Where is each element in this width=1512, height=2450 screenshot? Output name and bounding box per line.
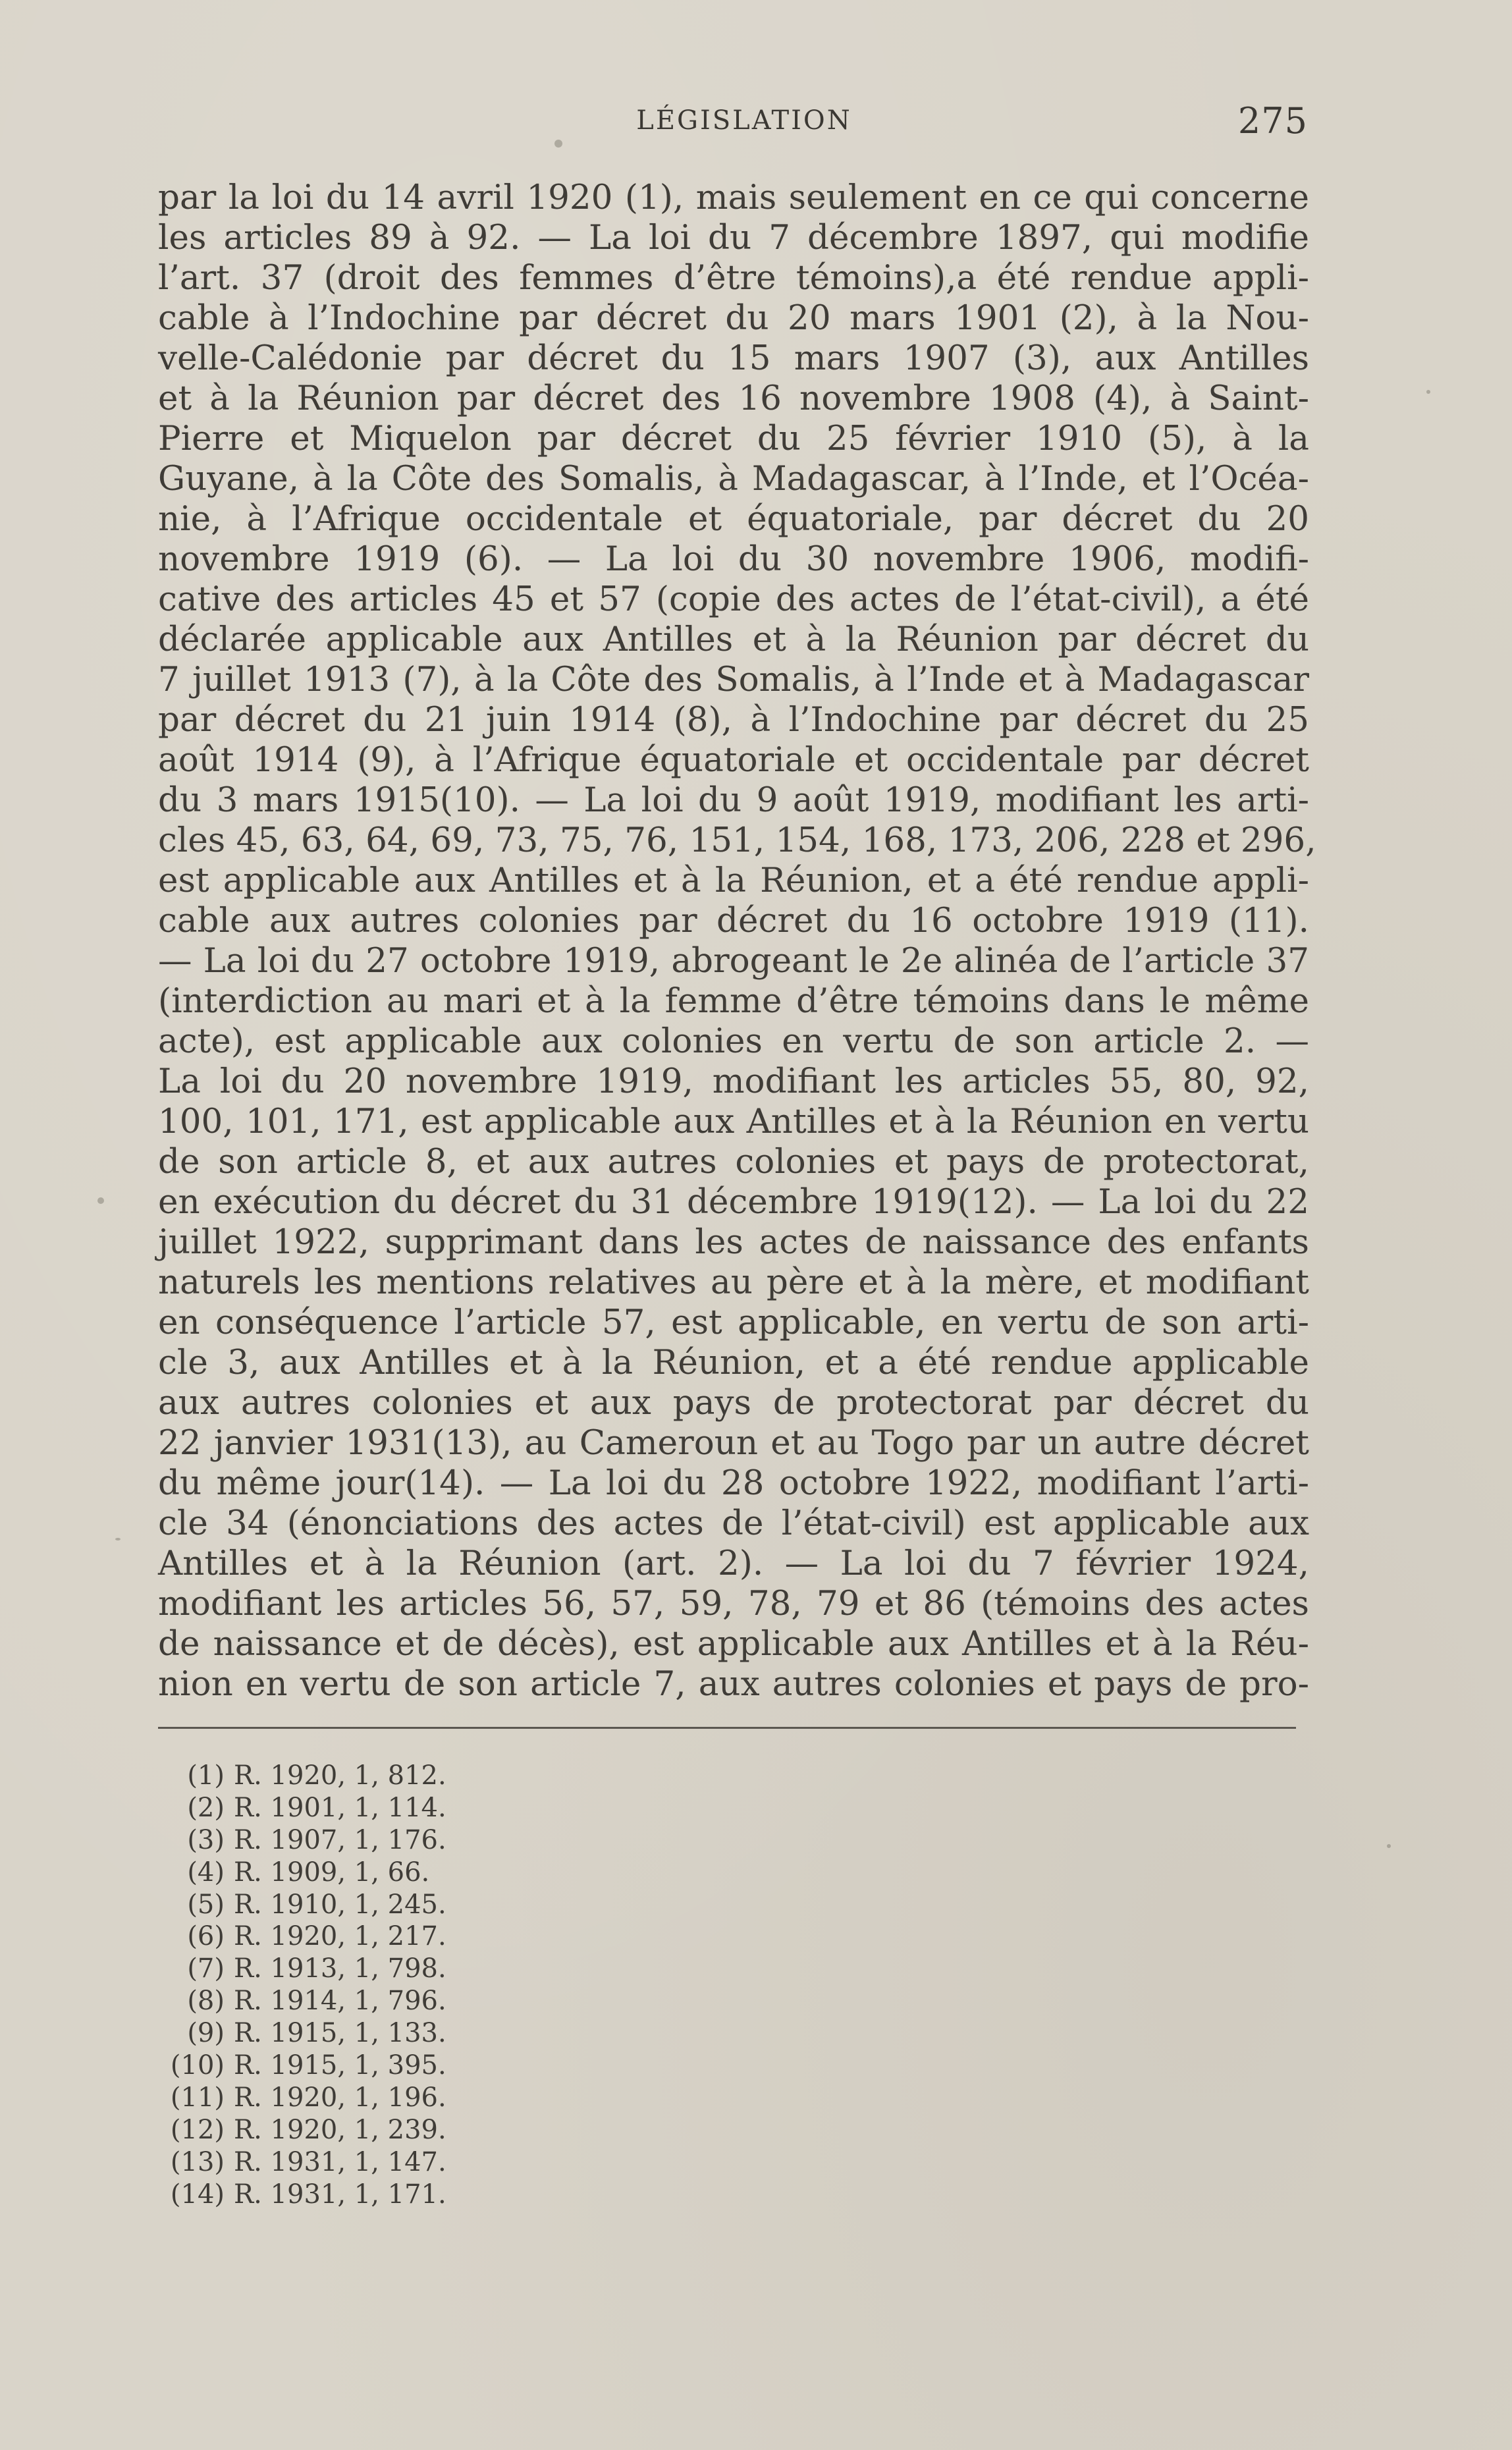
text-line: cative des articles 45 et 57 (copie des actes de l’état-civil), a été: [158, 580, 1309, 619]
footnote-mark: (3): [187, 1824, 225, 1855]
footnote-reference: R. 1920, 1, 217.: [234, 1921, 446, 1952]
footnote-reference: R. 1920, 1, 196.: [234, 2082, 446, 2113]
text-line: Antilles et à la Réunion (art. 2). — La loi du 7 février 1924,: [158, 1544, 1309, 1583]
footnote-mark: (1): [187, 1760, 225, 1791]
text-line: cable aux autres colonies par décret du 16 octobre 1919 (11).: [158, 901, 1309, 940]
text-line: déclarée applicable aux Antilles et à la Réunion par décret du: [158, 620, 1309, 659]
footnote: [158, 1760, 446, 1792]
text-line: acte), est applicable aux colonies en vertu de son article 2. —: [158, 1021, 1309, 1061]
footnote-mark: (12): [170, 2114, 225, 2145]
text-line: 100, 101, 171, est applicable aux Antilles et à la Réunion en vertu: [158, 1102, 1309, 1141]
footnote: [158, 2082, 446, 2114]
footnote: [158, 1920, 446, 1953]
text-line: nie, à l’Afrique occidentale et équatoriale, par décret du 20: [158, 499, 1309, 539]
footnote: [158, 2179, 446, 2211]
footnote: [158, 1792, 446, 1824]
text-line: et à la Réunion par décret des 16 novembre 1908 (4), à Saint-: [158, 379, 1309, 418]
text-line: de naissance et de décès), est applicable aux Antilles et à la Réu-: [158, 1624, 1309, 1664]
running-head: [0, 99, 1512, 151]
text-line: par décret du 21 juin 1914 (8), à l’Indochine par décret du 25: [158, 700, 1309, 740]
text-line: La loi du 20 novembre 1919, modifiant les articles 55, 80, 92,: [158, 1062, 1309, 1101]
footnote-reference: R. 1910, 1, 245.: [234, 1889, 446, 1920]
footnote-reference: R. 1920, 1, 812.: [234, 1760, 446, 1791]
text-line: de son article 8, et aux autres colonies et pays de protectorat,: [158, 1142, 1309, 1182]
text-line: du 3 mars 1915(10). — La loi du 9 août 1919, modifiant les arti-: [158, 780, 1309, 820]
footnote-reference: R. 1913, 1, 798.: [234, 1953, 446, 1984]
footnote-reference: R. 1915, 1, 133.: [234, 2018, 446, 2049]
text-line: cles 45, 63, 64, 69, 73, 75, 76, 151, 154, 168, 173, 206, 228 et 296,: [158, 821, 1316, 860]
text-line: aux autres colonies et aux pays de protectorat par décret du: [158, 1383, 1309, 1423]
footnote-mark: (11): [170, 2082, 225, 2113]
running-title: LÉGISLATION: [636, 105, 852, 136]
text-line: 22 janvier 1931(13), au Cameroun et au Togo par un autre décret: [158, 1423, 1309, 1463]
footnote: [158, 1889, 446, 1921]
paper-speck: [554, 140, 562, 148]
footnote-mark: (8): [187, 1986, 225, 2017]
page-number: 275: [1237, 100, 1308, 142]
text-line: par la loi du 14 avril 1920 (1), mais seulement en ce qui concerne: [158, 178, 1309, 217]
footnote-mark: (10): [170, 2050, 225, 2081]
footnote: [158, 1985, 446, 2017]
footnote: [158, 1857, 446, 1889]
text-line: 7 juillet 1913 (7), à la Côte des Somalis, à l’Inde et à Madagascar: [158, 660, 1309, 699]
text-line: modifiant les articles 56, 57, 59, 78, 79 et 86 (témoins des actes: [158, 1584, 1309, 1623]
footnote-mark: (2): [187, 1792, 225, 1823]
footnote-reference: R. 1931, 1, 171.: [234, 2179, 446, 2210]
footnote-reference: R. 1914, 1, 796.: [234, 1986, 446, 2017]
paper-speck: [97, 1197, 104, 1204]
footnote-mark: (5): [187, 1889, 225, 1920]
footnote-reference: R. 1901, 1, 114.: [234, 1792, 446, 1823]
footnote-mark: (4): [187, 1857, 225, 1888]
text-line: du même jour(14). — La loi du 28 octobre 1922, modifiant l’arti-: [158, 1463, 1309, 1503]
text-line: en exécution du décret du 31 décembre 1919(12). — La loi du 22: [158, 1182, 1309, 1222]
text-line: cle 3, aux Antilles et à la Réunion, et a été rendue applicable: [158, 1343, 1309, 1382]
footnote: [158, 1824, 446, 1857]
text-line: novembre 1919 (6). — La loi du 30 novembre 1906, modifi-: [158, 539, 1309, 579]
footnote-mark: (13): [170, 2146, 225, 2177]
footnote: [158, 2017, 446, 2050]
text-line: est applicable aux Antilles et à la Réunion, et a été rendue appli-: [158, 861, 1309, 900]
footnote: [158, 1953, 446, 1985]
footnote: [158, 2050, 446, 2082]
paper-speck: [115, 1538, 121, 1540]
footnote: [158, 2114, 446, 2146]
paper-speck: [1387, 1844, 1391, 1848]
text-line: (interdiction au mari et à la femme d’être témoins dans le même: [158, 981, 1309, 1021]
text-line: nion en vertu de son article 7, aux autres colonies et pays de pro-: [158, 1664, 1309, 1704]
footnote-divider: [158, 1727, 1296, 1729]
footnote-reference: R. 1920, 1, 239.: [234, 2114, 446, 2145]
body-text: [158, 178, 1316, 1704]
footnote: [158, 2146, 446, 2179]
text-line: Guyane, à la Côte des Somalis, à Madagascar, à l’Inde, et l’Océa-: [158, 459, 1309, 499]
footnote-reference: R. 1915, 1, 395.: [234, 2050, 446, 2081]
paper-speck: [1426, 390, 1430, 394]
text-line: cle 34 (énonciations des actes de l’état-civil) est applicable aux: [158, 1504, 1309, 1543]
text-line: velle-Calédonie par décret du 15 mars 1907 (3), aux Antilles: [158, 339, 1309, 378]
text-line: cable à l’Indochine par décret du 20 mars 1901 (2), à la Nou-: [158, 298, 1309, 338]
text-line: naturels les mentions relatives au père et à la mère, et modifiant: [158, 1263, 1309, 1302]
footnote-mark: (7): [187, 1953, 225, 1984]
footnote-reference: R. 1909, 1, 66.: [234, 1857, 430, 1888]
text-line: Pierre et Miquelon par décret du 25 février 1910 (5), à la: [158, 419, 1309, 458]
text-line: juillet 1922, supprimant dans les actes de naissance des enfants: [158, 1222, 1309, 1262]
footnotes: [158, 1760, 446, 2210]
text-line: l’art. 37 (droit des femmes d’être témoins),a été rendue appli-: [158, 258, 1309, 298]
footnote-reference: R. 1907, 1, 176.: [234, 1824, 446, 1855]
footnote-reference: R. 1931, 1, 147.: [234, 2146, 446, 2177]
text-line: les articles 89 à 92. — La loi du 7 décembre 1897, qui modifie: [158, 218, 1309, 258]
footnote-mark: (14): [170, 2179, 225, 2210]
text-line: en conséquence l’article 57, est applicable, en vertu de son arti-: [158, 1303, 1309, 1342]
text-line: août 1914 (9), à l’Afrique équatoriale et occidentale par décret: [158, 740, 1309, 780]
footnote-mark: (9): [187, 2018, 225, 2049]
footnote-mark: (6): [187, 1921, 225, 1952]
text-line: — La loi du 27 octobre 1919, abrogeant le 2e alinéa de l’article 37: [158, 941, 1309, 981]
